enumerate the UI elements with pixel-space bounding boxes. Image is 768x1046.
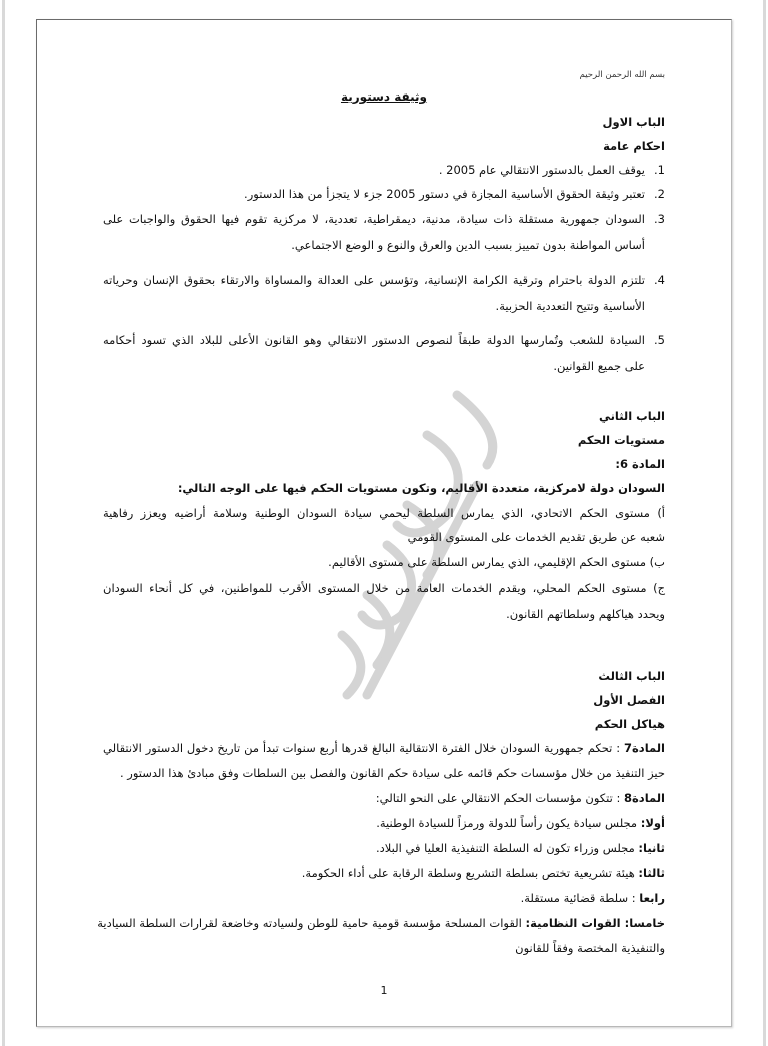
article7-cont: حيز التنفيذ من خلال مؤسسات حكم قائمه على سيادة حكم القانون والفصل بين السلطات وفق مبادئ هذا الدستور . — [119, 766, 665, 780]
page-number: 1 — [380, 984, 388, 997]
article-item-3-cont: أساس المواطنة بدون تمييز بسبب الدين والعرق والنوع و الوضع الاجتماعي. — [291, 238, 645, 252]
article-item-5-cont: على جميع القوانين. — [553, 359, 645, 373]
article6-label: المادة 6: — [615, 457, 665, 471]
level-federal: أ) مستوى الحكم الاتحادي، الذي يمارس السلطة ليحمي سيادة السودان الوطنية وسلامة أراضيه ويعزز رفاهية — [103, 506, 665, 520]
article8-item-5-cont: والتنفيذية المختصة وفقاً للقانون — [515, 941, 665, 955]
article8-item-1: أولا: مجلس سيادة يكون رأساً للدولة ورمزاً للسيادة الوطنية. — [376, 816, 665, 830]
level-regional: ب) مستوى الحكم الإقليمي، الذي يمارس السلطة على مستوى الأقاليم. — [328, 555, 665, 569]
basmala: بسم الله الرحمن الرحيم — [579, 70, 665, 80]
article-item-4-cont: الأساسية وتتيح التعددية الحزبية. — [495, 299, 645, 313]
document-page — [36, 19, 732, 1027]
article8-item-4: رابعا : سلطة قضائية مستقلة. — [520, 891, 665, 905]
chapter3-subheading: هياكل الحكم — [594, 717, 665, 731]
document-title: وثيقة دستورية — [340, 90, 428, 104]
chapter1-subheading: احكام عامة — [603, 139, 665, 153]
article8-item-5: خامسا: القوات النظامية: القوات المسلحة مؤسسة قومية حامية للوطن ولسيادته وخاضعة لقرارات السلطة السيادية — [97, 916, 665, 930]
viewer-edge-left — [2, 0, 5, 1046]
chapter2-heading: الباب الثاني — [598, 409, 665, 423]
article8: المادة8 : تتكون مؤسسات الحكم الانتقالي على النحو التالي: — [375, 791, 665, 805]
article-item-3: 3.السودان جمهورية مستقلة ذات سيادة، مدنية، ديمقراطية، تعددية، لا مركزية تقوم فيها الحقوق والواجبات على — [103, 212, 665, 226]
article-item-5: 5.السيادة للشعب وتُمارسها الدولة طبقاً لنصوص الدستور الانتقالي وهو القانون الأعلى للبلاد الذي تسود أحكامه — [103, 333, 665, 347]
article-item-2: 2.تعتبر وثيقة الحقوق الأساسية المجازة في دستور 2005 جزء لا يتجزأ من هذا الدستور. — [244, 187, 665, 201]
article-item-1: 1.يوقف العمل بالدستور الانتقالي عام 2005 . — [438, 163, 665, 177]
article8-item-2: ثانيا: مجلس وزراء تكون له السلطة التنفيذية العليا في البلاد. — [375, 841, 665, 855]
article7: المادة7 : تحكم جمهورية السودان خلال الفترة الانتقالية البالغ قدرها أربع سنوات تبدأ من تاريخ دخول الدستور الانتقالي — [103, 741, 665, 755]
level-federal-cont: شعبه عن طريق تقديم الخدمات على المستوى القومي — [407, 530, 665, 544]
document-content — [97, 20, 665, 1026]
chapter3-heading: الباب الثالث — [598, 669, 665, 683]
chapter3-section: الفصل الأول — [593, 693, 665, 707]
level-local: ج) مستوى الحكم المحلي، ويقدم الخدمات العامة من خلال المستوى الأقرب للمواطنين، في كل أنحاء السودان — [103, 581, 665, 595]
chapter1-heading: الباب الاول — [602, 115, 665, 129]
viewer-edge-right — [763, 0, 766, 1046]
level-local-cont: ويحدد هياكلهم وسلطاتهم القانون. — [506, 607, 665, 621]
chapter2-subheading: مستويات الحكم — [577, 433, 665, 447]
article-item-4: 4.تلتزم الدولة باحترام وترقية الكرامة الإنسانية، وتؤسس على العدالة والمساواة والارتقاء بحقوق الإنسان وحرياته — [103, 273, 665, 287]
article6-intro: السودان دولة لامركزية، متعددة الأقاليم، وتكون مستويات الحكم فيها على الوجه التالي: — [177, 481, 665, 495]
article8-item-3: ثالثا: هيئة تشريعية تختص بسلطة التشريع وسلطة الرقابة على أداء الحكومة. — [301, 866, 665, 880]
